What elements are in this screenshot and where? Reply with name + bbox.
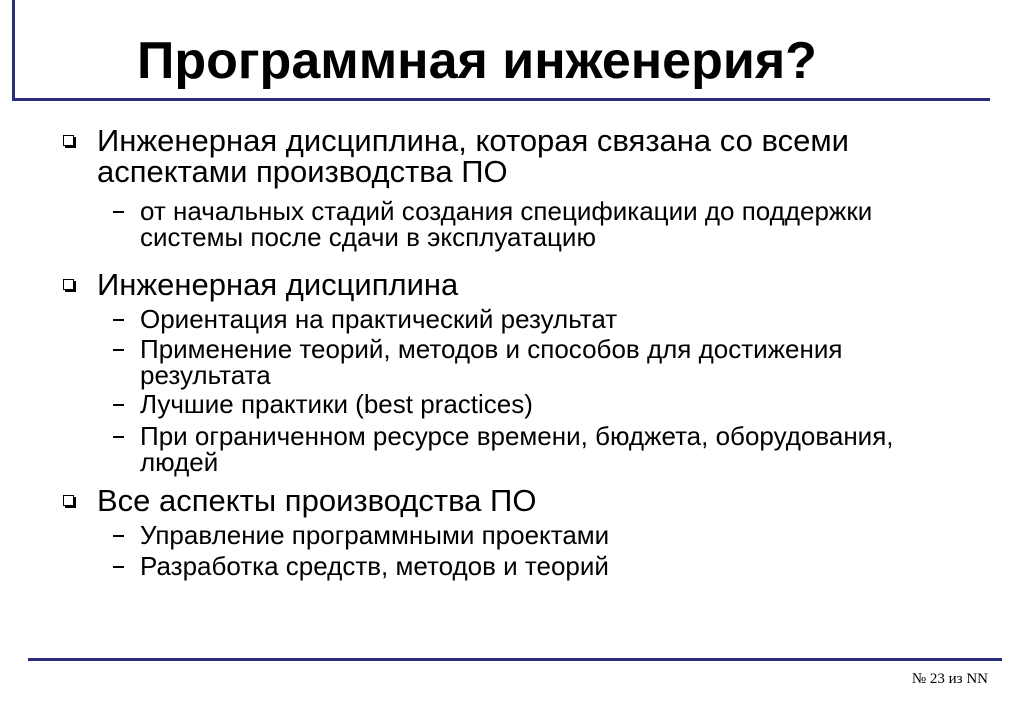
bullet-item xyxy=(0,483,1024,518)
sub-bullet-item xyxy=(0,522,1024,552)
sub-bullet-item xyxy=(0,421,1024,477)
sub-bullet-item xyxy=(0,334,1024,390)
bullet-text: Все аспекты производства ПО xyxy=(97,483,537,518)
dash-icon xyxy=(113,535,124,537)
bullet-item xyxy=(0,123,1024,189)
shadowed-square-bullet-icon xyxy=(63,495,74,506)
slide-title: Программная инженерия? xyxy=(137,32,817,90)
shadowed-square-bullet-icon xyxy=(63,135,74,146)
sub-bullet-item xyxy=(0,391,1024,421)
sub-bullet-text: Разработка средств, методов и теорий xyxy=(140,551,609,581)
dash-icon xyxy=(113,566,124,568)
sub-bullet-text: Применение теорий, методов и способов для достижения результата xyxy=(140,334,843,390)
shadowed-square-bullet-icon xyxy=(63,279,74,290)
sub-bullet-text: Лучшие практики (best practices) xyxy=(140,389,533,419)
sub-bullet-item xyxy=(0,196,1024,252)
dash-icon xyxy=(113,349,124,351)
sub-bullet-text: При ограниченном ресурсе времени, бюджета, оборудования, людей xyxy=(140,421,894,477)
bullet-text: Инженерная дисциплина, которая связана со всеми аспектами производства ПО xyxy=(97,123,849,189)
bullet-text: Инженерная дисциплина xyxy=(97,267,459,302)
dash-icon xyxy=(113,404,124,406)
page-number: № 23 из NN xyxy=(911,671,988,687)
sub-bullet-text: Управление программными проектами xyxy=(140,520,610,550)
dash-icon xyxy=(113,319,124,321)
dash-icon xyxy=(113,211,124,213)
title-rule-vertical xyxy=(12,0,15,101)
sub-bullet-item xyxy=(0,553,1024,583)
dash-icon xyxy=(113,436,124,438)
sub-bullet-text: от начальных стадий создания спецификации до поддержки системы после сдачи в эксплуатацию xyxy=(140,196,873,252)
sub-bullet-text: Ориентация на практический результат xyxy=(140,304,618,334)
footer-rule xyxy=(28,658,1002,661)
sub-bullet-item xyxy=(0,306,1024,336)
bullet-item xyxy=(0,267,1024,302)
title-rule-horizontal xyxy=(12,98,990,101)
